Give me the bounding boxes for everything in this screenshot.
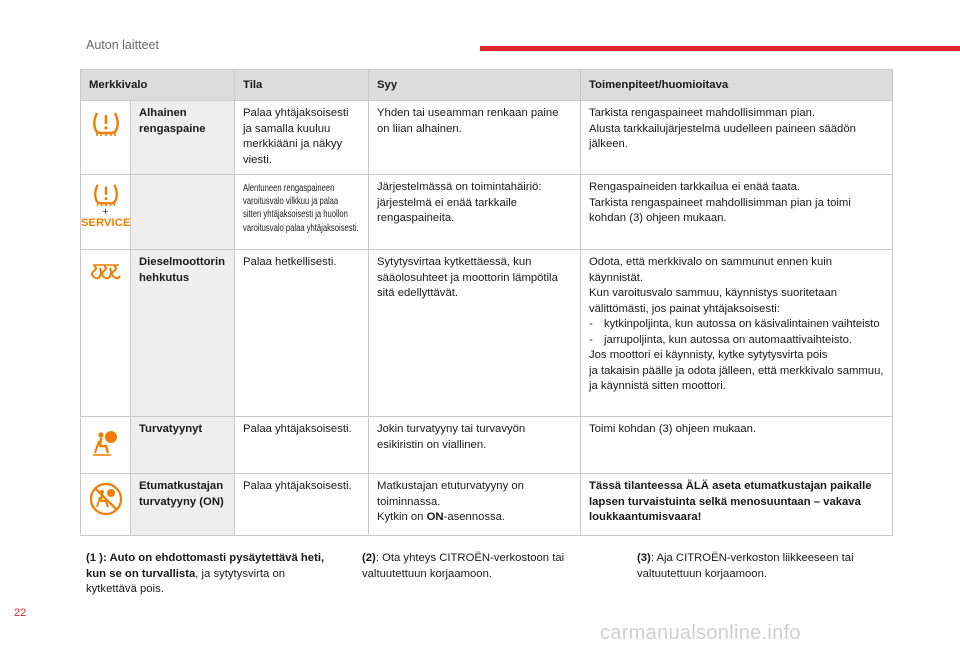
table-row [81,417,893,474]
table-row [81,175,893,250]
table-row [81,474,893,536]
icon-cell [81,474,131,536]
footnote-1-label: (1 ): [86,552,107,564]
state-cell: Palaa yhtäjaksoisesti. [235,417,369,474]
action-line: Tarkista rengaspaineet mahdollisimman pian. [589,107,816,119]
state-cell: Palaa yhtäjaksoisesti. [235,474,369,536]
action-cell [581,175,893,250]
footnote-1-text: , ja sytytysvirta on kytkettävä pois. [86,567,286,595]
tire-pressure-icon [91,109,121,137]
action-line: Rengaspaineiden tarkkailua ei enää taata. [589,181,801,193]
state-cell: Palaa yhtäjaksoisesti ja samalla kuuluu merkkiääni ja näkyy viesti. [235,101,369,175]
action-cell [581,250,893,417]
action-list [589,317,884,348]
state-line: varoitusvalo palaa yhtäjaksoisesti. [243,222,359,234]
action-cell: Tässä tilanteessa ÄLÄ aseta etumatkustajan paikalle lapsen turvaistuinta selkä menosuuntaan – vakava loukkaantumisvaara! [581,474,893,536]
footnote-3-text: : Aja CITROËN-verkoston liikkeeseen tai valtuutettuun korjaamoon. [637,552,854,580]
switch-position: ON [426,511,444,523]
footnote-3 [637,551,887,582]
service-icon: SERVICE [81,217,131,229]
list-item: - kytkinpoljinta, kun autossa on käsivalintainen vaihteisto [589,317,884,333]
action-line: ja takaisin päälle ja odota jälleen, että merkkivalo sammuu, ja käynnistä sitten moottori. [589,364,884,392]
state-line: Alentuneen rengaspaineen [243,183,335,194]
icon-cell [81,417,131,474]
light-name: Dieselmoottorin hehkutus [131,250,235,417]
list-item: - jarrupoljinta, kun autossa on automaattivaihteisto. [589,333,884,349]
watermark: carmanualsonline.info [600,622,801,644]
cause-text: Kytkin on [377,511,427,523]
cause-cell: Järjestelmässä on toimintahäiriö: järjestelmä ei enää tarkkaile rengaspaineita. [369,175,581,250]
page-number: 22 [14,607,27,619]
footnote-2-label: (2) [362,552,376,564]
glow-plug-icon [91,262,121,284]
cause-line [377,510,572,526]
cause-cell: Sytytysvirtaa kytkettäessä, kun sääolosuhteet ja moottorin lämpötila sitä edellyttävät. [369,250,581,417]
header-merkkivalo: Merkkivalo [81,70,235,101]
icon-cell [81,101,131,175]
footnote-1-bold: Auto on ehdottomasti pysäytettävä heti, kun se on turvallista [86,552,325,580]
action-line: Tarkista rengaspaineet mahdollisimman pian ja toimi kohdan (3) ohjeen mukaan. [589,196,851,224]
light-name: Turvatyynyt [131,417,235,474]
cause-cell: Jokin turvatyyny tai turvavyön esikiristin on viallinen. [369,417,581,474]
action-line: Jos moottori ei käynnisty, kytke sytytysvirta pois [589,349,828,361]
state-line: varoitusvalo vilkkuu ja palaa [243,196,339,208]
header-toimenpiteet: Toimenpiteet/huomioitava [581,70,893,101]
tire-pressure-icon [91,181,121,207]
footnote-1 [86,551,336,598]
airbag-icon [91,429,121,457]
state-cell [235,175,369,250]
action-cell: Toimi kohdan (3) ohjeen mukaan. [581,417,893,474]
light-name: Alhainen rengaspaine [131,101,235,175]
state-cell: Palaa hetkellisesti. [235,250,369,417]
cause-line: Matkustajan etuturvatyyny on toiminnassa. [377,480,524,508]
footnote-2-text: : Ota yhteys CITROËN-verkostoon tai valtuutettuun korjaamoon. [362,552,565,580]
footnote-2 [362,551,607,582]
action-line: Kun varoitusvalo sammuu, käynnistys suoritetaan välittömästi, jos painat yhtäjaksoisesti: [589,287,838,315]
icon-cell [81,250,131,417]
action-line: Odota, että merkkivalo on sammunut ennen kuin käynnistät. [589,256,833,284]
table-row [81,101,893,175]
header-syy: Syy [369,70,581,101]
light-name: Etumatkustajan turvatyyny (ON) [131,474,235,536]
action-cell [581,101,893,175]
header-tila: Tila [235,70,369,101]
warning-lights-table [80,69,893,536]
table-header-row [81,70,893,101]
plus-sign: + [102,206,109,218]
icon-cell [81,175,131,250]
section-accent-bar [480,46,960,51]
light-name [131,175,235,250]
table-row [81,250,893,417]
cause-text: -asennossa. [443,511,506,523]
condensed-state-text [243,182,359,235]
cause-cell: Yhden tai useamman renkaan paine on liian alhainen. [369,101,581,175]
footnote-3-label: (3) [637,552,651,564]
action-line: Alusta tarkkailujärjestelmä uudelleen paineen säädön jälkeen. [589,122,856,150]
state-line: sitten yhtäjaksoisesti ja huollon [243,209,348,221]
cause-cell [369,474,581,536]
passenger-airbag-off-icon [89,482,123,516]
section-title: Auton laitteet [86,38,159,52]
